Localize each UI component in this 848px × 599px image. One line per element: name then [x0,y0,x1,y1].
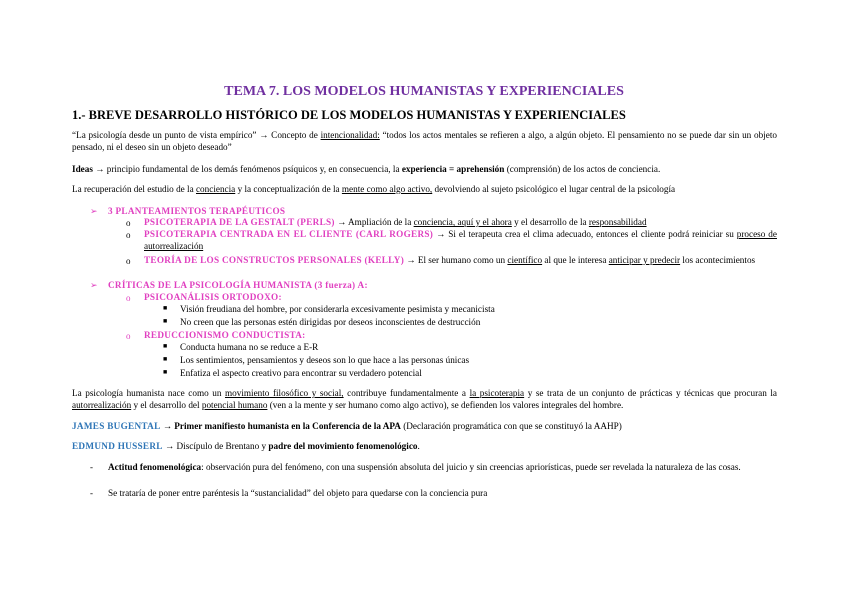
dash-bullet-icon: - [90,488,93,498]
reduccionismo-heading: REDUCCIONISMO CONDUCTISTA: [144,330,306,340]
kelly-b: → El ser humano como un [404,255,508,265]
gestalt-c: conciencia, aquí y el ahora [413,217,512,227]
humanista-paragraph [72,388,777,412]
circle-bullet-icon: o [126,331,131,341]
kelly-name: TEORÍA DE LOS CONSTRUCTOS PERSONALES (KELLY) [144,255,405,265]
recup-c: y la conceptualización de la [235,184,342,194]
hum-b: movimiento filosófico y social, [224,388,344,398]
criticas-heading: CRÍTICAS DE LA PSICOLOGÍA HUMANISTA (3 fuerza) A: [108,280,368,290]
planteamiento-kelly [144,255,777,267]
husserl-b: → Discípulo de Brentano y [162,441,269,451]
rogers-b: → Si el terapeuta crea el clima adecuado, entonces el cliente podrá reiniciar su [433,229,737,239]
kelly-f: los acontecimientos [680,255,756,265]
circle-bullet-icon: o [126,230,131,240]
reduccionismo-item-3: Enfatiza el aspecto creativo para encontrar su verdadero potencial [180,368,422,378]
hum-f: autorrealización [72,399,132,410]
bugental-paragraph [72,421,777,433]
square-bullet-icon: ■ [163,355,168,363]
rogers-c: proceso de autorrealización [144,229,777,251]
gestalt-d: y el desarrollo de la [511,217,589,227]
kelly-e: anticipar y predecir [608,255,681,265]
planteamiento-gestalt [144,217,784,229]
dash1-text: : observación pura del fenómeno, con una suspensión absoluta del juicio y sin creencias apriorísticas, puede ser revelada la naturaleza de las cosas. [201,462,741,472]
hum-d: la psicoterapia [469,388,525,398]
square-bullet-icon: ■ [163,317,168,325]
hum-e: y se trata de un conjunto de prácticas y técnicas que procuran la [524,388,777,398]
psicoanalisis-heading: PSICOANÁLISIS ORTODOXO: [144,292,282,302]
square-bullet-icon: ■ [163,342,168,350]
bugental-c: Primer manifiesto humanista en la Conferencia de la APA [174,421,401,431]
arrow-bullet-icon: ➢ [90,280,98,290]
recup-a: La recuperación del estudio de la [72,184,196,194]
psicoanalisis-item-1: Visión freudiana del hombre, por considerarla excesivamente pesimista y mecanicista [180,304,495,314]
ideas-text-d: (comprensión) de los actos de conciencia. [504,164,661,174]
circle-bullet-icon: o [126,218,131,228]
husserl-paragraph [72,441,777,453]
bugental-b: → [160,421,175,431]
ideas-paragraph [72,164,777,176]
recup-e: devolviendo al sujeto psicológico el lugar central de la psicología [432,184,676,194]
document-title: TEMA 7. LOS MODELOS HUMANISTAS Y EXPERIENCIALES [224,84,624,99]
quote-text-c: “todos los actos mentales se refieren a algo, a algún objeto. El pensamiento no se puede dar sin un objeto pensado, ni el deseo sin un objeto deseado” [72,130,777,152]
quote-paragraph [72,130,777,154]
square-bullet-icon: ■ [163,304,168,312]
section-heading-1: 1.- BREVE DESARROLLO HISTÓRICO DE LOS MODELOS HUMANISTAS Y EXPERIENCIALES [72,108,626,122]
rogers-name: PSICOTERAPIA CENTRADA EN EL CLIENTE (CARL ROGERS) [144,229,434,239]
hum-g: y el desarrollo del [131,399,202,410]
bugental-d: (Declaración programática con que se constituyó la AAHP) [400,421,622,431]
husserl-name: EDMUND HUSSERL [72,441,163,451]
arrow-bullet-icon: ➢ [90,206,98,216]
circle-bullet-icon: o [126,256,131,266]
hum-i: (ven a la mente y ser humano como algo activo), se defienden los valores integrales del hombre. [267,399,624,410]
husserl-c: padre del movimiento fenomenológico [268,441,418,451]
gestalt-b: → Ampliación de la [334,217,414,227]
recup-b: conciencia [195,184,236,194]
kelly-c: científico [507,255,543,265]
quote-text-a: “La psicología desde un punto de vista empírico” → Concepto de [72,130,321,140]
dash-item-1 [108,462,777,474]
ideas-text-b: → principio fundamental de los demás fenómenos psíquicos y, en consecuencia, la [92,164,402,174]
husserl-d: . [417,441,420,451]
bugental-name: JAMES BUGENTAL [72,421,161,431]
hum-c: contribuye fundamentalmente a [343,388,470,398]
ideas-label: Ideas [72,164,93,174]
dash-bullet-icon: - [90,462,93,472]
reduccionismo-item-1: Conducta humana no se reduce a E-R [180,342,319,352]
planteamientos-heading: 3 PLANTEAMIENTOS TERAPÉUTICOS [108,206,286,216]
hum-a: La psicología humanista nace como un [72,388,225,398]
gestalt-e: responsabilidad [588,217,647,227]
reduccionismo-item-2: Los sentimientos, pensamientos y deseos son lo que hace a las personas únicas [180,355,470,365]
kelly-d: al que le interesa [542,255,609,265]
recuperacion-paragraph [72,184,777,196]
hum-h: potencial humano [201,399,268,410]
gestalt-name: PSICOTERAPIA DE LA GESTALT (PERLS) [144,217,335,227]
psicoanalisis-item-2: No creen que las personas estén dirigidas por deseos inconscientes de destrucción [180,317,481,327]
recup-d: mente como algo activo, [341,184,433,194]
dash1-label: Actitud fenomenológica [108,462,202,472]
circle-bullet-icon: o [126,293,131,303]
ideas-key: experiencia = aprehensión [401,164,505,174]
quote-term: intencionalidad: [320,130,380,140]
dash-item-2: Se trataría de poner entre paréntesis la “sustancialidad” del objeto para quedarse con la conciencia pura [108,488,488,498]
square-bullet-icon: ■ [163,368,168,376]
planteamiento-rogers [144,229,777,253]
